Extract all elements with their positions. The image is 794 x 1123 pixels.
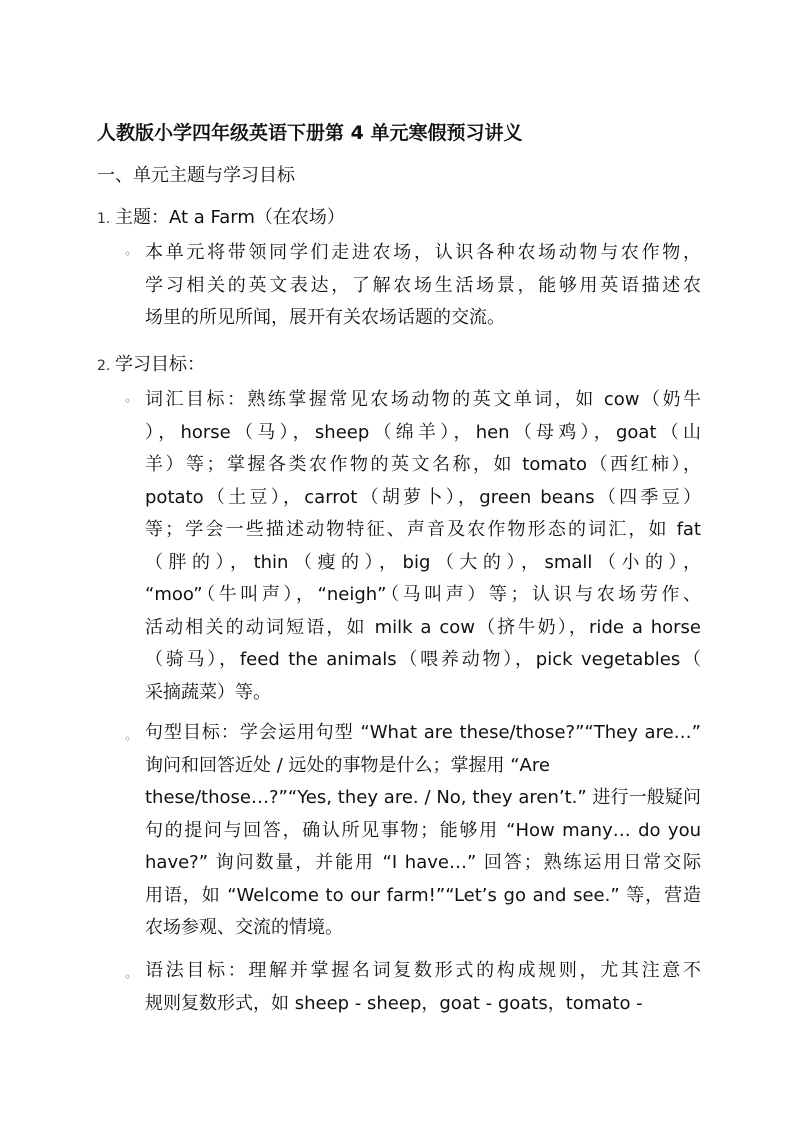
item-number: 2. bbox=[97, 358, 111, 374]
text-line: 羊）等；掌握各类农作物的英文名称，如 tomato（西红柿）， bbox=[145, 454, 701, 475]
section-heading: 一、单元主题与学习目标 bbox=[97, 165, 295, 186]
text-line: 用语，如 “Welcome to our farm!”“Let’s go and see.” 等，营造 bbox=[145, 884, 701, 906]
bullet-icon: ◦ bbox=[124, 970, 132, 984]
vocabulary-goals bbox=[145, 384, 701, 709]
numbered-item-goals bbox=[97, 350, 205, 376]
text-line: 询问和回答近处 / 远处的事物是什么；掌握用 “Are bbox=[145, 754, 550, 776]
text-line: these/those…?”“Yes, they are. / No, they aren’t.” 进行一般疑问 bbox=[145, 787, 701, 808]
text-line: 规则复数形式，如 sheep - sheep，goat - goats，tomato - bbox=[145, 992, 643, 1014]
sentence-pattern-goals bbox=[145, 717, 701, 945]
item-label: 学习目标： bbox=[115, 354, 205, 375]
text-line: have?” 询问数量，并能用 “I have…” 回答；熟练运用日常交际 bbox=[145, 852, 701, 873]
bullet-icon: ◦ bbox=[124, 394, 132, 408]
text-line: 等；学会一些描述动物特征、声音及农作物形态的词汇，如 fat bbox=[145, 519, 701, 540]
text-line: potato（土豆），carrot（胡萝卜），green beans（四季豆） bbox=[145, 486, 701, 508]
text-line: 场里的所见所闻，展开有关农场话题的交流。 bbox=[145, 307, 505, 328]
bullet-icon: ◦ bbox=[124, 247, 132, 261]
item-label: 主题：At a Farm（在农场） bbox=[115, 207, 345, 228]
text-line: 学习相关的英文表达，了解农场生活场景，能够用英语描述农 bbox=[145, 274, 701, 296]
text-line: 句的提问与回答，确认所见事物；能够用 “How many… do you bbox=[145, 819, 701, 841]
text-line: 句型目标：学会运用句型 “What are these/those?”“They are…” bbox=[145, 722, 701, 743]
document-title: 人教版小学四年级英语下册第 4 单元寒假预习讲义 bbox=[97, 122, 523, 144]
text-line: （胖的），thin（瘦的），big（大的），small（小的）， bbox=[145, 551, 701, 573]
item-number: 1. bbox=[97, 211, 111, 227]
grammar-goals bbox=[145, 955, 701, 1020]
theme-description bbox=[145, 237, 701, 335]
text-line: ），horse（马），sheep（绵羊），hen（母鸡），goat（山 bbox=[145, 421, 701, 443]
text-line: 词汇目标：熟练掌握常见农场动物的英文单词，如 cow（奶牛 bbox=[145, 389, 701, 410]
numbered-item-theme bbox=[97, 203, 345, 229]
text-line: 本单元将带领同学们走进农场，认识各种农场动物与农作物， bbox=[145, 242, 701, 263]
bullet-icon: ◦ bbox=[124, 732, 132, 746]
text-line: 农场参观、交流的情境。 bbox=[145, 917, 343, 938]
text-line: “moo”（牛叫声），“neigh”（马叫声）等；认识与农场劳作、 bbox=[145, 584, 701, 605]
text-line: （骑马），feed the animals（喂养动物），pick vegetables（ bbox=[145, 649, 701, 670]
text-line: 活动相关的动词短语，如 milk a cow（挤牛奶），ride a horse bbox=[145, 616, 701, 638]
text-line: 语法目标：理解并掌握名词复数形式的构成规则，尤其注意不 bbox=[145, 960, 701, 981]
text-line: 采摘蔬菜）等。 bbox=[145, 681, 271, 703]
